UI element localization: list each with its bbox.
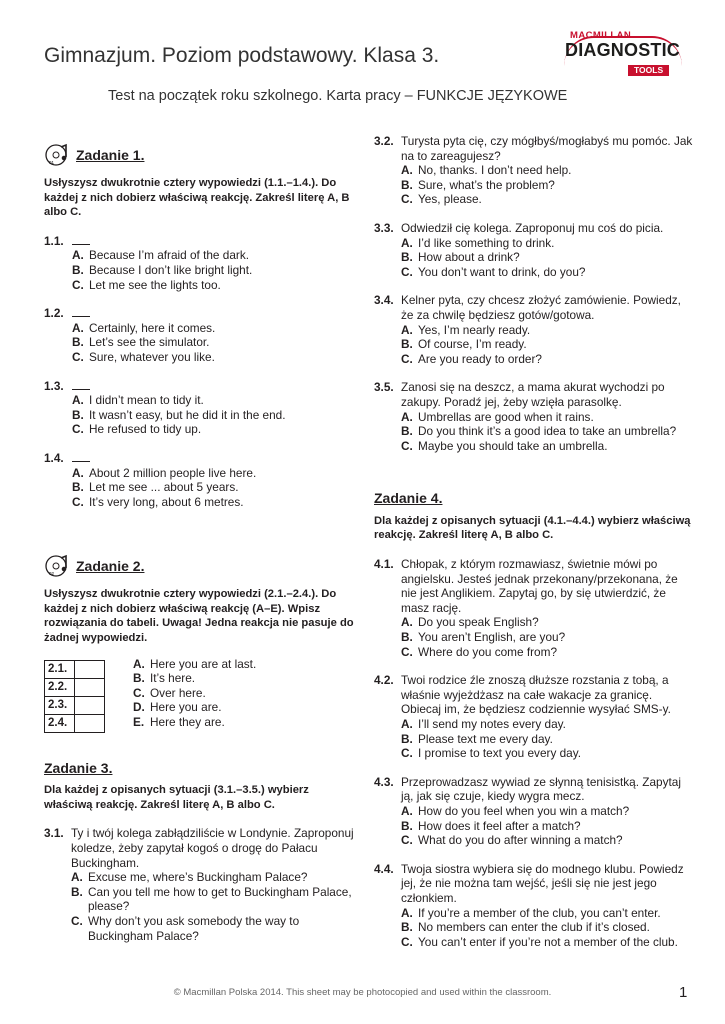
option-letter: C. bbox=[401, 934, 413, 949]
option-text: Excuse me, where’s Buckingham Palace? bbox=[88, 870, 308, 885]
answer-option[interactable] bbox=[374, 645, 694, 660]
footer-copyright: © Macmillan Polska 2014. This sheet may be photocopied and used within the classroom. bbox=[173, 987, 552, 998]
question-number: 4.1. bbox=[374, 557, 394, 572]
question bbox=[44, 379, 354, 437]
option-letter: A. bbox=[133, 656, 145, 671]
question-number: 4.4. bbox=[374, 861, 394, 876]
option-letter: A. bbox=[401, 409, 413, 424]
option-text: How does it feel after a match? bbox=[418, 818, 581, 833]
option-letter: B. bbox=[72, 335, 84, 350]
task-1-questions bbox=[44, 234, 354, 510]
answer-cell[interactable] bbox=[75, 660, 105, 678]
option-letter: C. bbox=[401, 438, 413, 453]
option-text: Can you tell me how to get to Buckingham Palace, please? bbox=[88, 884, 352, 914]
option-text: Over here. bbox=[150, 685, 206, 700]
answer-option[interactable] bbox=[44, 393, 354, 408]
table-row bbox=[45, 660, 105, 678]
option-letter: B. bbox=[401, 818, 413, 833]
answer-option bbox=[133, 657, 256, 672]
option-letter: A. bbox=[72, 465, 84, 480]
answer-option[interactable] bbox=[374, 717, 694, 732]
task-4 bbox=[374, 491, 694, 949]
answer-option[interactable] bbox=[44, 480, 354, 495]
option-text: Here you are at last. bbox=[150, 656, 257, 671]
task-3-header bbox=[44, 761, 354, 776]
answer-option[interactable] bbox=[374, 178, 694, 193]
answer-option[interactable] bbox=[374, 424, 694, 439]
page-title: Gimnazjum. Poziom podstawowy. Klasa 3. bbox=[44, 44, 440, 67]
question bbox=[374, 380, 694, 453]
answer-option bbox=[133, 671, 256, 686]
answer-option[interactable] bbox=[374, 236, 694, 251]
svg-text:01: 01 bbox=[49, 160, 55, 165]
option-text: What do you do after winning a match? bbox=[418, 833, 623, 848]
task-2-title: Zadanie 2. bbox=[76, 557, 145, 574]
answer-option[interactable] bbox=[44, 914, 354, 943]
task-2 bbox=[44, 553, 354, 732]
option-text: Here they are. bbox=[150, 715, 225, 730]
answer-option[interactable] bbox=[374, 439, 694, 454]
answer-option[interactable] bbox=[374, 265, 694, 280]
question-text: Twoi rodzice źle znoszą dłuższe rozstania z tobą, a właśnie wyjeżdżasz na całe wakacje za granicę. Obiecaj im, że będziesz codziennie wysyłać SMS-y. bbox=[401, 673, 671, 717]
task-3-instruction: Dla każdej z opisanych sytuacji (3.1.–3.5.) wybierz właściwą reakcję. Zakreśl literę A, B albo C. bbox=[44, 784, 309, 811]
option-letter: B. bbox=[401, 630, 413, 645]
option-letter: A. bbox=[401, 905, 413, 920]
question-header bbox=[374, 134, 694, 163]
option-letter: A. bbox=[401, 615, 413, 630]
option-letter: C. bbox=[72, 422, 84, 437]
option-letter: C. bbox=[72, 277, 84, 292]
answer-option bbox=[133, 715, 256, 730]
option-text: Let me see the lights too. bbox=[89, 277, 221, 292]
question-header bbox=[374, 221, 694, 236]
task-2-answer-area bbox=[44, 656, 354, 733]
option-text: Maybe you should take an umbrella. bbox=[418, 438, 608, 453]
answer-option bbox=[133, 686, 256, 701]
question-header bbox=[44, 826, 354, 870]
option-text: It’s here. bbox=[150, 671, 196, 686]
audio-cd-icon bbox=[44, 142, 70, 168]
task-3 bbox=[44, 761, 354, 944]
question-text: Przeprowadzasz wywiad ze słynną tenisistką. Zapytaj ją, jak się czuje, kiedy wygra mecz. bbox=[401, 774, 681, 804]
answer-option[interactable] bbox=[374, 833, 694, 848]
table-row bbox=[45, 678, 105, 696]
answer-blank[interactable] bbox=[72, 306, 90, 317]
question-number: 3.4. bbox=[374, 293, 394, 308]
answer-blank[interactable] bbox=[72, 451, 90, 462]
option-text: You don’t want to drink, do you? bbox=[418, 264, 586, 279]
option-letter: B. bbox=[72, 480, 84, 495]
answer-option[interactable] bbox=[374, 630, 694, 645]
question-header bbox=[44, 306, 354, 321]
option-text: Yes, I’m nearly ready. bbox=[418, 322, 531, 337]
option-letter: A. bbox=[72, 393, 84, 408]
answer-option[interactable] bbox=[374, 935, 694, 950]
option-text: Why don’t you ask somebody the way to Buckingham Palace? bbox=[88, 914, 300, 943]
option-letter: C. bbox=[401, 351, 413, 366]
left-column bbox=[44, 134, 354, 957]
option-text: Umbrellas are good when it rains. bbox=[418, 409, 594, 424]
option-letter: B. bbox=[133, 671, 145, 686]
option-text: Because I’m afraid of the dark. bbox=[89, 248, 249, 263]
option-letter: B. bbox=[401, 337, 413, 352]
option-text: Here you are. bbox=[150, 700, 222, 715]
answer-option[interactable] bbox=[44, 870, 354, 885]
task-3-questions-right bbox=[374, 134, 694, 453]
option-letter: A. bbox=[401, 163, 413, 178]
question-number: 4.3. bbox=[374, 774, 394, 789]
option-letter: B. bbox=[401, 920, 413, 935]
question bbox=[374, 221, 694, 279]
answer-option[interactable] bbox=[374, 323, 694, 338]
option-letter: C. bbox=[72, 494, 84, 509]
option-text: Please text me every day. bbox=[418, 731, 553, 746]
option-letter: C. bbox=[71, 914, 83, 928]
row-label: 2.1. bbox=[45, 660, 75, 678]
question-number: 3.5. bbox=[374, 380, 394, 395]
answer-cell[interactable] bbox=[75, 696, 105, 714]
question bbox=[44, 826, 354, 943]
option-letter: B. bbox=[72, 407, 84, 422]
answer-cell[interactable] bbox=[75, 678, 105, 696]
page-number: 1 bbox=[679, 984, 688, 1001]
answer-option[interactable] bbox=[44, 885, 354, 914]
answer-option[interactable] bbox=[44, 321, 354, 336]
option-text: If you’re a member of the club, you can’t enter. bbox=[418, 905, 661, 920]
option-letter: E. bbox=[133, 715, 145, 730]
option-letter: C. bbox=[401, 264, 413, 279]
question-header bbox=[374, 380, 694, 409]
option-text: Are you ready to order? bbox=[418, 351, 542, 366]
row-label: 2.3. bbox=[45, 696, 75, 714]
option-letter: B. bbox=[71, 884, 83, 899]
option-letter: C. bbox=[401, 644, 413, 659]
option-text: About 2 million people live here. bbox=[89, 465, 257, 480]
question-header bbox=[44, 451, 354, 466]
question-text: Zanosi się na deszcz, a mama akurat wychodzi po zakupy. Poradź jej, żeby wzięła parasolkę. bbox=[401, 380, 665, 409]
task-2-answer-table bbox=[44, 660, 105, 733]
question-text: Chłopak, z którym rozmawiasz, świetnie mówi po angielsku. Jesteś jednak przekonany/przekonana, że nie jest Anglikiem. Zapytaj go, by się utwierdzić, że masz rację. bbox=[401, 557, 678, 615]
answer-option[interactable] bbox=[44, 495, 354, 510]
question bbox=[374, 862, 694, 950]
question-header bbox=[374, 673, 694, 717]
option-letter: C. bbox=[401, 746, 413, 761]
answer-option[interactable] bbox=[374, 337, 694, 352]
question-text: Odwiedził cię kolega. Zaproponuj mu coś do picia. bbox=[401, 220, 664, 235]
option-text: Yes, please. bbox=[418, 192, 482, 207]
audio-cd-icon bbox=[44, 553, 70, 579]
answer-option[interactable] bbox=[374, 410, 694, 425]
question-number: 1.3. bbox=[44, 378, 64, 393]
task-1-instruction: Usłyszysz dwukrotnie cztery wypowiedzi (1.1.–1.4.). Do każdej z nich dobierz właściwą reakcję. Zakreśl literę A, B albo C. bbox=[44, 177, 350, 219]
table-row bbox=[45, 714, 105, 732]
question-number: 1.4. bbox=[44, 450, 64, 465]
task-4-header bbox=[374, 491, 694, 506]
option-letter: A. bbox=[72, 248, 84, 263]
answer-option[interactable] bbox=[374, 906, 694, 921]
option-text: Do you think it’s a good idea to take an umbrella? bbox=[418, 424, 677, 439]
question bbox=[44, 451, 354, 509]
svg-text:02: 02 bbox=[49, 571, 55, 577]
option-text: Because I don’t like bright light. bbox=[89, 262, 253, 277]
question bbox=[374, 673, 694, 761]
task-2-options bbox=[133, 657, 256, 733]
option-text: Sure, whatever you like. bbox=[89, 349, 215, 364]
option-text: I promise to text you every day. bbox=[418, 746, 582, 761]
question-header bbox=[374, 862, 694, 906]
question-header bbox=[44, 379, 354, 394]
task-3-title: Zadanie 3. bbox=[44, 759, 113, 776]
answer-option[interactable] bbox=[374, 192, 694, 207]
option-letter: D. bbox=[133, 700, 145, 715]
question-number: 3.2. bbox=[374, 134, 394, 148]
task-1-header bbox=[44, 142, 354, 168]
option-letter: B. bbox=[401, 731, 413, 746]
option-text: No, thanks. I don’t need help. bbox=[418, 163, 572, 178]
option-text: I’d like something to drink. bbox=[418, 235, 555, 250]
answer-option[interactable] bbox=[44, 350, 354, 365]
option-letter: B. bbox=[401, 177, 413, 192]
answer-cell[interactable] bbox=[75, 714, 105, 732]
option-letter: C. bbox=[72, 349, 84, 364]
answer-blank[interactable] bbox=[72, 379, 90, 390]
option-letter: A. bbox=[72, 320, 84, 335]
question-number: 3.3. bbox=[374, 220, 394, 235]
option-letter: C. bbox=[401, 833, 413, 848]
task-3-questions-left bbox=[44, 826, 354, 943]
question bbox=[374, 134, 694, 207]
question-text: Turysta pyta cię, czy mógłbyś/mogłabyś mu pomóc. Jak na to zareagujesz? bbox=[401, 134, 693, 163]
task-4-questions bbox=[374, 557, 694, 949]
option-text: Certainly, here it comes. bbox=[89, 320, 216, 335]
answer-option[interactable] bbox=[374, 163, 694, 178]
question-number: 1.1. bbox=[44, 233, 64, 248]
option-text: No members can enter the club if it’s closed. bbox=[418, 920, 650, 935]
answer-option[interactable] bbox=[44, 278, 354, 293]
answer-option[interactable] bbox=[374, 920, 694, 935]
answer-option[interactable] bbox=[44, 422, 354, 437]
question-header bbox=[374, 557, 694, 615]
option-text: I’ll send my notes every day. bbox=[418, 717, 566, 731]
answer-option[interactable] bbox=[374, 732, 694, 747]
question-number: 4.2. bbox=[374, 673, 394, 688]
answer-option[interactable] bbox=[44, 263, 354, 278]
option-letter: A. bbox=[401, 235, 413, 250]
question bbox=[44, 306, 354, 364]
answer-option[interactable] bbox=[374, 746, 694, 761]
row-label: 2.4. bbox=[45, 714, 75, 732]
option-letter: A. bbox=[401, 322, 413, 337]
row-label: 2.2. bbox=[45, 678, 75, 696]
task-2-instruction: Usłyszysz dwukrotnie cztery wypowiedzi (2.1.–2.4.). Do każdej z nich dobierz właściwą reakcję (A–E). Wpisz rozwiązania do tabeli. Uwaga! Jedna reakcja nie pasuje do żadnej wypowiedzi. bbox=[44, 588, 354, 645]
logo-brand-tools: TOOLS bbox=[628, 65, 669, 76]
option-letter: A. bbox=[401, 717, 413, 731]
option-text: Where do you come from? bbox=[418, 644, 557, 659]
task-4-title: Zadanie 4. bbox=[374, 490, 443, 507]
question-number: 3.1. bbox=[44, 826, 64, 841]
answer-option[interactable] bbox=[374, 615, 694, 630]
question-header bbox=[374, 293, 694, 322]
question-text: Kelner pyta, czy chcesz złożyć zamówienie. Powiedz, że za chwilę będziesz gotów/gotowa. bbox=[401, 293, 681, 322]
question-header bbox=[374, 775, 694, 804]
macmillan-diagnostic-logo bbox=[562, 30, 686, 80]
option-text: Do you speak English? bbox=[418, 615, 539, 630]
option-letter: B. bbox=[401, 250, 413, 265]
answer-option[interactable] bbox=[44, 248, 354, 263]
question bbox=[374, 293, 694, 366]
option-text: Let’s see the simulator. bbox=[89, 335, 210, 350]
task-4-instruction: Dla każdej z opisanych sytuacji (4.1.–4.4.) wybierz właściwą reakcję. Zakreśl literę A, B albo C. bbox=[374, 514, 691, 542]
question bbox=[374, 775, 694, 848]
answer-option[interactable] bbox=[44, 408, 354, 423]
option-text: Sure, what’s the problem? bbox=[418, 177, 555, 192]
option-letter: C. bbox=[401, 192, 413, 207]
option-letter: A. bbox=[401, 803, 413, 818]
option-text: He refused to tidy up. bbox=[89, 422, 202, 437]
answer-blank[interactable] bbox=[72, 234, 90, 245]
option-text: It’s very long, about 6 metres. bbox=[89, 494, 244, 509]
question-text: Twoja siostra wybiera się do modnego klubu. Powiedz jej, że nie można tam wejść, jeśli się nie jest jego członkiem. bbox=[401, 861, 684, 905]
option-letter: C. bbox=[133, 685, 145, 700]
page-subtitle: Test na początek roku szkolnego. Karta pracy – FUNKCJE JĘZYKOWE bbox=[108, 88, 568, 104]
option-text: Let me see ... about 5 years. bbox=[89, 480, 239, 495]
option-text: How do you feel when you win a match? bbox=[418, 803, 630, 818]
option-text: Of course, I’m ready. bbox=[418, 337, 527, 352]
answer-option[interactable] bbox=[374, 250, 694, 265]
question-number: 1.2. bbox=[44, 306, 64, 321]
question bbox=[44, 234, 354, 292]
option-letter: B. bbox=[72, 262, 84, 277]
question-text: Ty i twój kolega zabłądziliście w Londynie. Zaproponuj koledze, żeby zapytał kogoś o drogę do Pałacu Buckingham. bbox=[71, 826, 354, 870]
answer-option[interactable] bbox=[374, 352, 694, 367]
task-1-title: Zadanie 1. bbox=[76, 146, 145, 163]
answer-option[interactable] bbox=[374, 819, 694, 834]
task-2-header bbox=[44, 553, 354, 579]
answer-option[interactable] bbox=[44, 466, 354, 481]
question bbox=[374, 557, 694, 659]
answer-option[interactable] bbox=[44, 335, 354, 350]
task-1 bbox=[44, 142, 354, 509]
table-row bbox=[45, 696, 105, 714]
right-column bbox=[374, 134, 694, 963]
option-text: How about a drink? bbox=[418, 250, 520, 265]
option-text: You can’t enter if you’re not a member of the club. bbox=[418, 934, 678, 949]
logo-brand-top: MACMILLAN bbox=[570, 30, 632, 41]
option-letter: B. bbox=[401, 424, 413, 439]
logo-brand-main: DIAGNOSTIC bbox=[565, 40, 681, 60]
option-text: It wasn’t easy, but he did it in the end. bbox=[89, 407, 286, 422]
option-text: I didn’t mean to tidy it. bbox=[89, 393, 204, 408]
question-header bbox=[44, 234, 354, 249]
answer-option bbox=[133, 700, 256, 715]
answer-option[interactable] bbox=[374, 804, 694, 819]
option-letter: A. bbox=[71, 870, 83, 885]
option-text: You aren’t English, are you? bbox=[418, 630, 566, 645]
